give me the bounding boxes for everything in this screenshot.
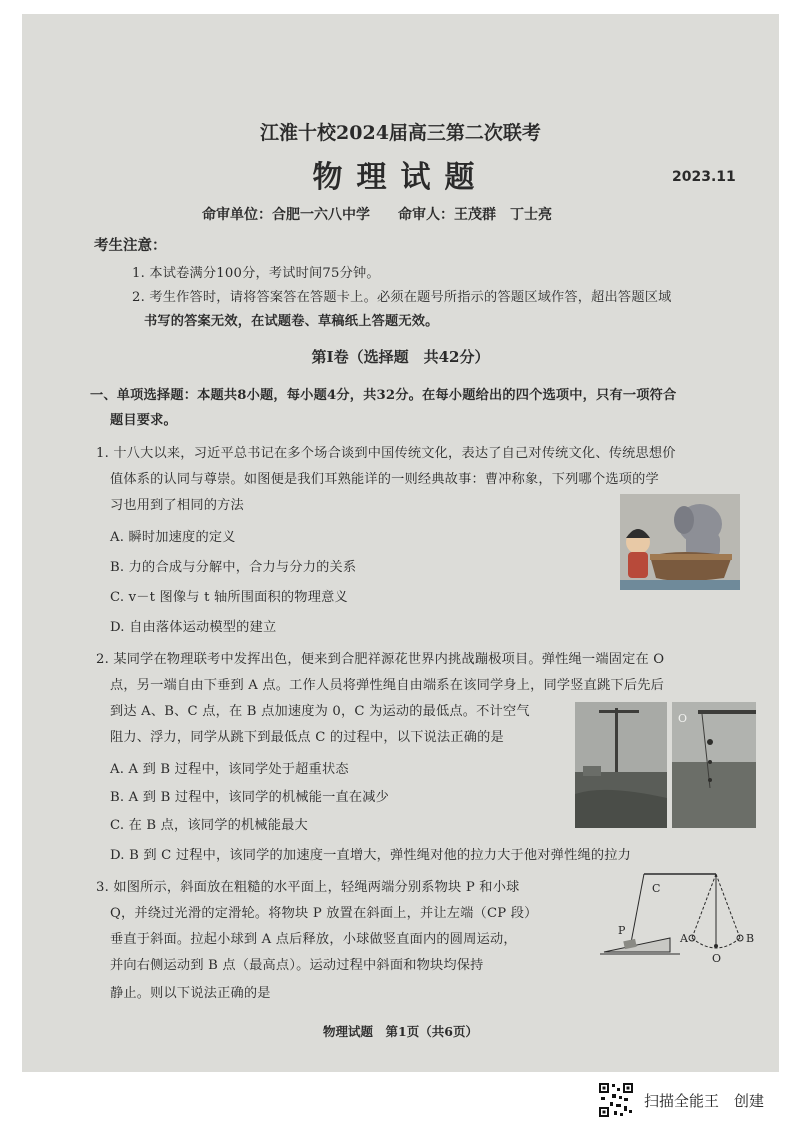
volume-title: 第Ⅰ卷（选择题 共42分）	[311, 348, 490, 366]
qr-code-icon	[598, 1082, 634, 1118]
q3-stem: 静止。则以下说法正确的是	[110, 986, 271, 1001]
q1-option: B. 力的合成与分解中，合力与分力的关系	[110, 560, 357, 575]
scanner-brand-label: 扫描全能王 创建	[644, 1091, 765, 1110]
q2-option: C. 在 B 点，该同学的机械能最大	[110, 818, 308, 833]
scanner-watermark	[598, 1082, 764, 1118]
q1-option: D. 自由落体运动模型的建立	[110, 620, 277, 635]
part-heading: 一、单项选择题：本题共8小题，每小题4分，共32分。在每小题给出的四个选项中，只有一项符合	[90, 388, 677, 403]
cao-chong-elephant-illustration	[620, 494, 740, 590]
q3-stem: Q，并绕过光滑的定滑轮。将物块 P 放置在斜面上，并让左端（CP 段）	[110, 906, 538, 921]
q2-stem: 点，另一端自由下垂到 A 点。工作人员将弹性绳自由端系在该同学身上，同学竖直跳下后先后	[110, 678, 665, 693]
notice-item: 1. 本试卷满分100分，考试时间75分钟。	[132, 266, 380, 281]
q3-stem: 并向右侧运动到 B 点（最高点）。运动过程中斜面和物块均保持	[110, 958, 484, 973]
page-footer: 物理试题 第1页（共6页）	[323, 1024, 478, 1039]
part-heading: 题目要求。	[110, 413, 177, 428]
q2-stem: 2. 某同学在物理联考中发挥出色，便来到合肥祥源花世界内挑战蹦极项目。弹性绳一端固定在 O	[96, 652, 665, 667]
photo-label-o: O	[678, 712, 688, 725]
q2-stem: 阻力、浮力，同学从跳下到最低点 C 的过程中，以下说法正确的是	[110, 730, 504, 745]
q1-option: C. v－t 图像与 t 轴所围面积的物理意义	[110, 590, 348, 605]
school-title: 江淮十校2024届高三第二次联考	[260, 122, 541, 144]
label-a: A	[680, 932, 688, 945]
q1-stem: 1. 十八大以来，习近平总书记在多个场合谈到中国传统文化，表达了自己对传统文化、传统思想价	[96, 446, 676, 461]
label-b: B	[746, 932, 755, 945]
q1-stem: 值体系的认同与尊崇。如图便是我们耳熟能详的一则经典故事：曹冲称象，下列哪个选项的学	[110, 472, 659, 487]
q3-stem: 垂直于斜面。拉起小球到 A 点后释放，小球做竖直面内的圆周运动，	[110, 932, 517, 947]
q1-stem: 习也用到了相同的方法	[110, 498, 244, 513]
q2-option: B. A 到 B 过程中，该同学的机械能一直在减少	[110, 790, 390, 805]
notice-item: 2. 考生作答时，请将答案答在答题卡上。必须在题号所指示的答题区域作答，超出答题区域	[132, 290, 672, 305]
q2-option: A. A 到 B 过程中，该同学处于超重状态	[110, 762, 349, 777]
pulley-diagram	[600, 868, 770, 968]
bungee-tower-photo	[575, 702, 667, 828]
label-o: O	[712, 952, 722, 965]
q2-option: D. B 到 C 过程中，该同学的加速度一直增大，弹性绳对他的拉力大于他对弹性绳的拉力	[110, 848, 632, 863]
exam-page	[22, 14, 779, 1072]
bungee-jump-photo	[672, 702, 756, 828]
q1-option: A. 瞬时加速度的定义	[110, 530, 236, 545]
label-p: P	[618, 924, 626, 937]
notice-item: 书写的答案无效，在试题卷、草稿纸上答题无效。	[144, 314, 439, 329]
exam-date: 2023.11	[672, 169, 736, 185]
notice-title: 考生注意：	[94, 237, 167, 254]
subject-title: 物理试题	[312, 160, 489, 195]
q2-stem: 到达 A、B、C 点，在 B 点加速度为 0，C 为运动的最低点。不计空气	[110, 704, 530, 719]
makers-line: 命审单位：合肥一六八中学 命审人：王茂群 丁士亮	[202, 207, 552, 223]
label-c: C	[652, 882, 661, 895]
q3-stem: 3. 如图所示，斜面放在粗糙的水平面上，轻绳两端分别系物块 P 和小球	[96, 880, 520, 895]
